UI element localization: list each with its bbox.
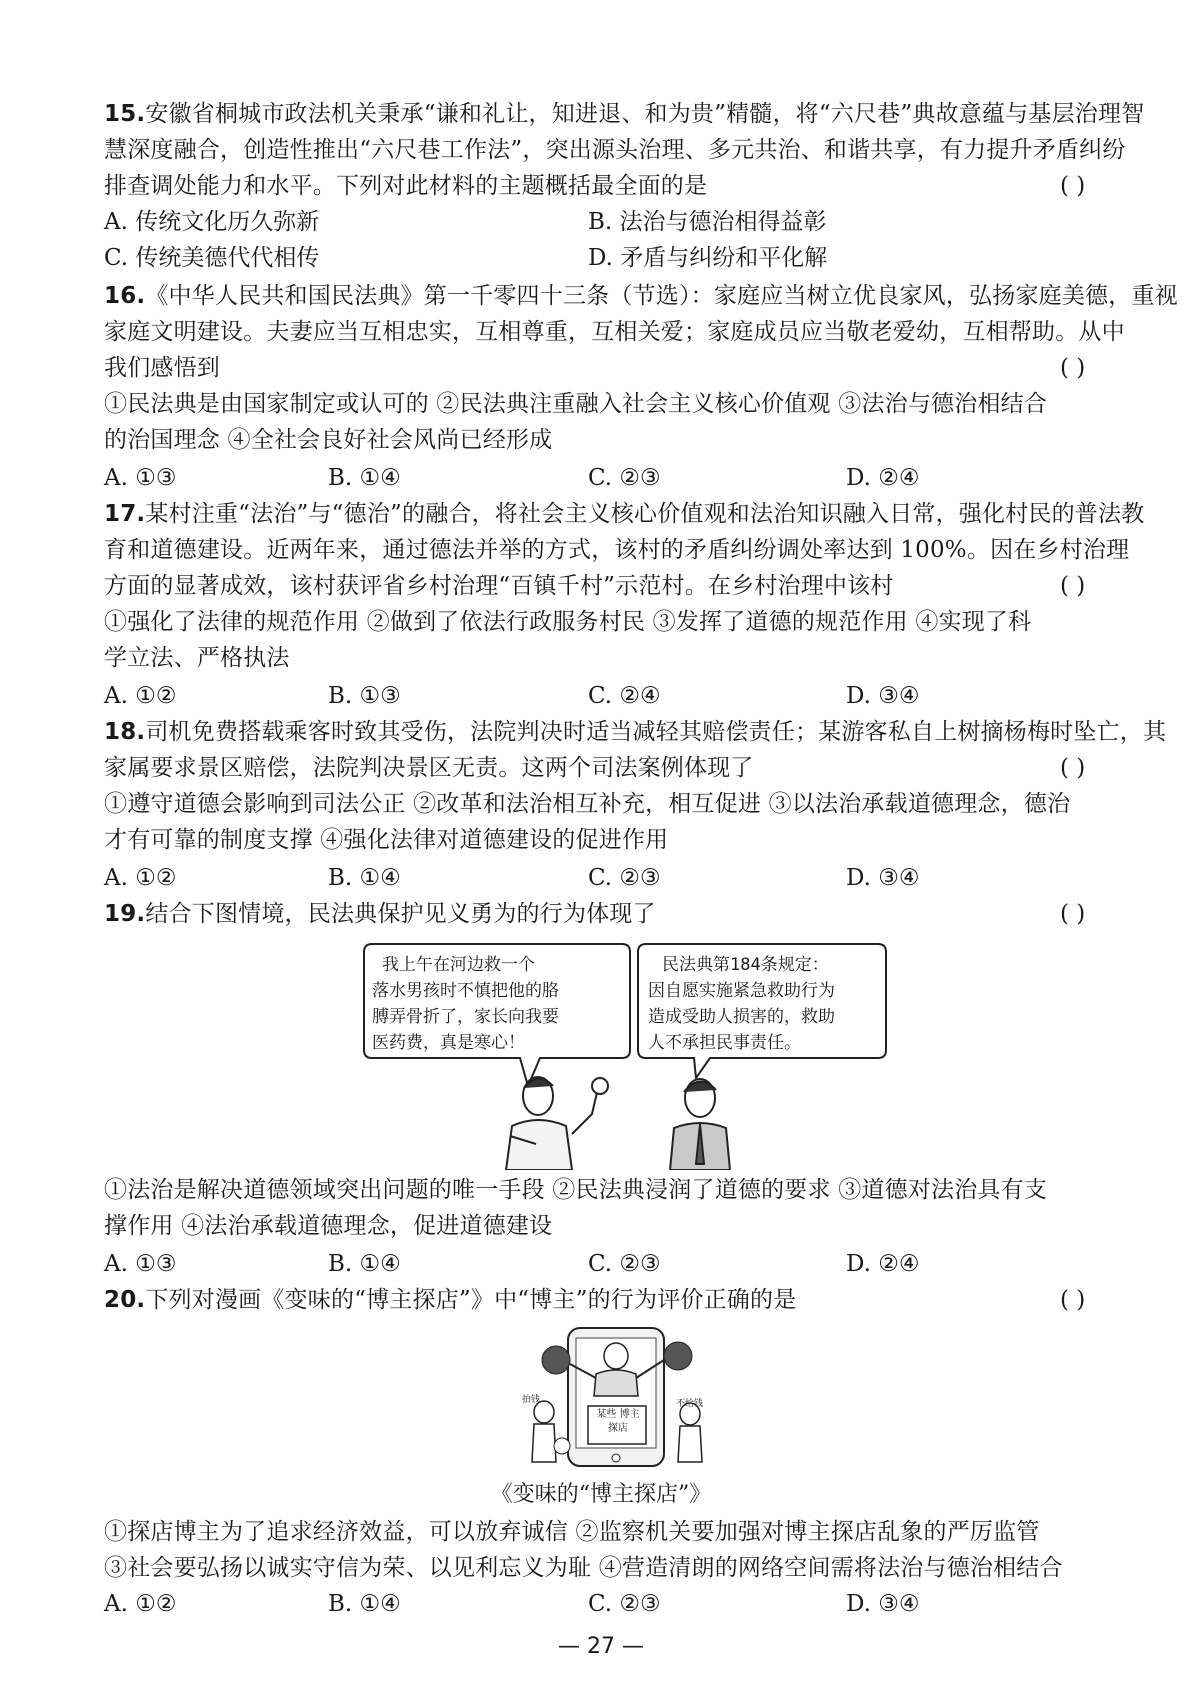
q17-option-b: B. ①③	[328, 683, 401, 709]
q18-line-2: 家属要求景区赔偿，法院判决景区无责。这两个司法案例体现了	[104, 755, 754, 781]
q17-statement-2: 学立法、严格执法	[104, 645, 290, 671]
q15-answer-paren: ( )	[1060, 173, 1086, 199]
q18-line-1	[104, 714, 1166, 750]
q19-number: 19.	[104, 901, 146, 927]
q20-option-a: A. ①②	[104, 1591, 177, 1617]
q19-option-c: C. ②③	[588, 1251, 661, 1277]
q15-line-1	[104, 96, 1144, 132]
q18-option-b: B. ①④	[328, 865, 401, 891]
q15-option-d: D. 矛盾与纠纷和平化解	[588, 245, 828, 271]
q15-line-3: 排查调处能力和水平。下列对此材料的主题概括最全面的是	[104, 173, 708, 199]
q17-option-a: A. ①②	[104, 683, 177, 709]
q18-option-a: A. ①②	[104, 865, 177, 891]
q20-option-d: D. ③④	[846, 1591, 920, 1617]
q20-text-1: 下列对漫画《变味的“博主探店”》中“博主”的行为评价正确的是	[145, 1287, 797, 1313]
q16-statement-2: 的治国理念 ④全社会良好社会风尚已经形成	[104, 427, 553, 453]
q20-number: 20.	[104, 1287, 146, 1313]
q19-bubble-left-line-3: 膊弄骨折了，家长向我要	[372, 1007, 559, 1027]
q19-bubble-left-line-1: 我上午在河边救一个	[382, 955, 535, 975]
q20-cartoon-sign-text: 某些 博主探店	[596, 1409, 640, 1434]
q15-line-2: 慧深度融合，创造性推出“六尺巷工作法”，突出源头治理、多元共治、和谐共享，有力提升矛盾纠纷	[104, 137, 1126, 163]
q20-statement-1: ①探店博主为了追求经济效益，可以放弃诚信 ②监察机关要加强对博主探店乱象的严厉监管	[104, 1519, 1040, 1545]
q20-answer-paren: ( )	[1060, 1287, 1086, 1313]
q20-option-b: B. ①④	[328, 1591, 401, 1617]
q20-cartoon-left-tag: 拍钱	[522, 1395, 541, 1405]
q18-statement-2: 才有可靠的制度支撑 ④强化法律对道德建设的促进作用	[104, 827, 669, 853]
q17-option-d: D. ③④	[846, 683, 920, 709]
q19-answer-paren: ( )	[1060, 901, 1086, 927]
q17-line-2: 育和道德建设。近两年来，通过德法并举的方式，该村的矛盾纠纷调处率达到 100%。因在乡村治理	[104, 537, 1130, 563]
q17-line-3: 方面的显著成效，该村获评省乡村治理“百镇千村”示范村。在乡村治理中该村	[104, 573, 894, 599]
q16-line-3: 我们感悟到	[104, 355, 220, 381]
q18-statement-1: ①遵守道德会影响到司法公正 ②改革和法治相互补充，相互促进 ③以法治承载道德理念，德治	[104, 791, 1071, 817]
q16-number: 16.	[104, 283, 146, 309]
q19-bubble-right-line-1: 民法典第184条规定：	[662, 955, 829, 975]
q16-option-a: A. ①③	[104, 465, 177, 491]
q19-statement-2: 撑作用 ④法治承载道德理念，促进道德建设	[104, 1213, 553, 1239]
q16-option-b: B. ①④	[328, 465, 401, 491]
q16-line-2: 家庭文明建设。夫妻应当互相忠实，互相尊重，互相关爱；家庭成员应当敬老爱幼，互相帮助。从中	[104, 319, 1125, 345]
q20-line-1	[104, 1282, 796, 1318]
q19-option-a: A. ①③	[104, 1251, 177, 1277]
q16-answer-paren: ( )	[1060, 355, 1086, 381]
q19-option-b: B. ①④	[328, 1251, 401, 1277]
q19-cartoon	[360, 938, 890, 1170]
q16-text-1: 《中华人民共和国民法典》第一千零四十三条（节选）：家庭应当树立优良家风，弘扬家庭美德，重视	[145, 283, 1178, 309]
q15-option-b: B. 法治与德治相得益彰	[588, 209, 827, 235]
q19-line-1	[104, 896, 656, 932]
q19-bubble-right-line-3: 造成受助人损害的，救助	[648, 1007, 835, 1027]
right-man-figure	[670, 1079, 730, 1170]
q16-option-c: C. ②③	[588, 465, 661, 491]
q19-bubble-left-line-2: 落水男孩时不慎把他的胳	[372, 981, 559, 1001]
q20-cartoon-right-tag: 不给钱	[676, 1399, 704, 1409]
q16-statement-1: ①民法典是由国家制定或认可的 ②民法典注重融入社会主义核心价值观 ③法治与德治相结合	[104, 391, 1048, 417]
q16-line-1	[104, 278, 1178, 314]
q20-cartoon	[520, 1322, 710, 1472]
q18-option-d: D. ③④	[846, 865, 920, 891]
q19-bubble-right-line-4: 人不承担民事责任。	[648, 1033, 801, 1053]
q18-number: 18.	[104, 719, 146, 745]
q16-option-d: D. ②④	[846, 465, 920, 491]
q15-option-a: A. 传统文化历久弥新	[104, 209, 320, 235]
page-number: — 27 —	[558, 1634, 644, 1659]
q19-option-d: D. ②④	[846, 1251, 920, 1277]
left-man-figure	[506, 1077, 608, 1170]
q17-line-1	[104, 496, 1144, 532]
q19-bubble-left-line-4: 医药费，真是寒心！	[372, 1033, 525, 1053]
q15-text-1: 安徽省桐城市政法机关秉承“谦和礼让，知进退、和为贵”精髓，将“六尺巷”典故意蕴与基层治理智	[145, 101, 1145, 127]
q17-number: 17.	[104, 501, 146, 527]
q18-text-1: 司机免费搭载乘客时致其受伤，法院判决时适当减轻其赔偿责任；某游客私自上树摘杨梅时坠亡，其	[145, 719, 1167, 745]
q17-statement-1: ①强化了法律的规范作用 ②做到了依法行政服务村民 ③发挥了道德的规范作用 ④实现了科	[104, 609, 1032, 635]
q17-option-c: C. ②④	[588, 683, 661, 709]
q19-statement-1: ①法治是解决道德领域突出问题的唯一手段 ②民法典浸润了道德的要求 ③道德对法治具有支	[104, 1177, 1048, 1203]
q20-option-c: C. ②③	[588, 1591, 661, 1617]
q20-statement-2: ③社会要弘扬以诚实守信为荣、以见利忘义为耻 ④营造清朗的网络空间需将法治与德治相结合	[104, 1555, 1063, 1581]
q18-option-c: C. ②③	[588, 865, 661, 891]
q20-cartoon-caption: 《变味的“博主探店”》	[490, 1482, 712, 1507]
q15-number: 15.	[104, 101, 146, 127]
q18-answer-paren: ( )	[1060, 755, 1086, 781]
q19-bubble-right-line-2: 因自愿实施紧急救助行为	[648, 981, 835, 1001]
q17-answer-paren: ( )	[1060, 573, 1086, 599]
q17-text-1: 某村注重“法治”与“德治”的融合，将社会主义核心价值观和法治知识融入日常，强化村民的普法教	[145, 501, 1145, 527]
q15-option-c: C. 传统美德代代相传	[104, 245, 320, 271]
q19-text-1: 结合下图情境，民法典保护见义勇为的行为体现了	[145, 901, 656, 927]
